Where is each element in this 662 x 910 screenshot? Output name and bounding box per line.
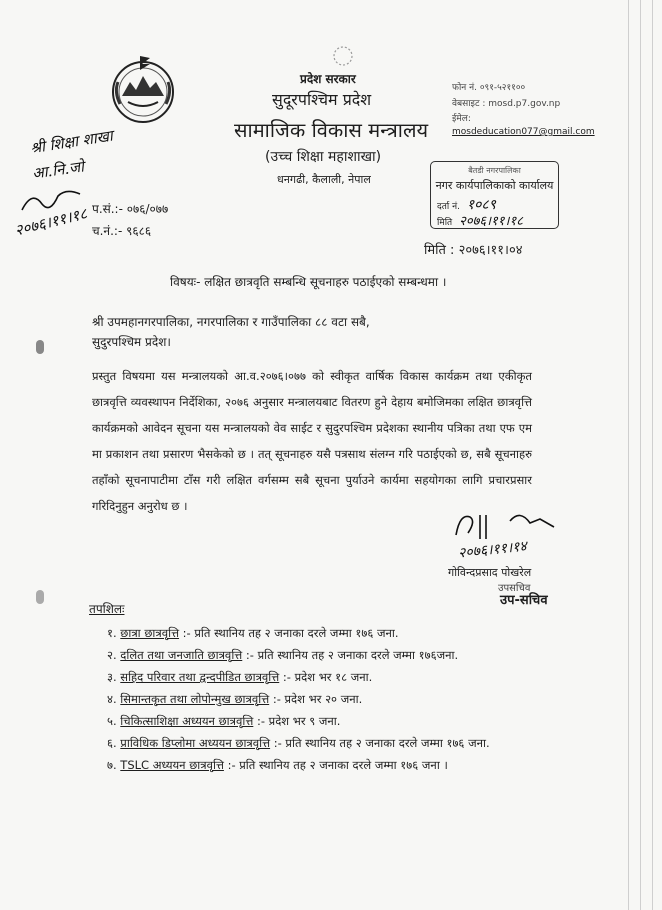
handwritten-scribble-icon: [20, 186, 84, 216]
item-number: १.: [107, 626, 117, 640]
letter-date: मिति : २०७६।११।०४: [424, 243, 523, 258]
scholarship-detail: :- प्रदेश भर १८ जना.: [279, 670, 373, 684]
letter-subject: विषयः- लक्षित छात्रवृति सम्बन्धि सूचनाहरु पठाईएको सम्बन्धमा ।: [170, 275, 447, 289]
nepal-emblem-icon: [110, 52, 176, 126]
province-label: सुदूरपश्चिम प्रदेश: [272, 90, 372, 109]
scholarship-detail: :- प्रति स्थानिय तह २ जनाका दरले जम्मा १७६जना.: [242, 648, 459, 662]
page-edge-line: [640, 0, 641, 910]
scholarship-name: छात्रा छात्रवृत्ति: [120, 626, 180, 640]
patra-sankhya: प.सं.:- ०७६/०७७: [92, 202, 169, 216]
list-item: [107, 688, 547, 710]
ministry-title: सामाजिक विकास मन्त्रालय: [234, 118, 429, 142]
handwritten-note-line1: श्री शिक्षा शाखा: [29, 126, 114, 158]
scholarship-name: TSLC अध्ययन छात्रवृत्ति: [120, 758, 224, 772]
item-number: ७.: [107, 758, 117, 772]
item-number: २.: [107, 648, 117, 662]
item-number: ५.: [107, 714, 117, 728]
item-number: ४.: [107, 692, 117, 706]
list-item: [107, 622, 547, 644]
list-item: [107, 666, 547, 688]
scholarship-name: सहिद परिवार तथा द्वन्दपीडित छात्रवृत्ति: [120, 670, 280, 684]
scholarship-name: दलित तथा जनजाति छात्रवृत्ति: [120, 648, 243, 662]
scholarship-name: चिकित्साशिक्षा अध्ययन छात्रवृत्ति: [120, 714, 254, 728]
letter-body: प्रस्तुत विषयमा यस मन्त्रालयको आ.व.२०७६।०७७ को स्वीकृत वार्षिक विकास कार्यक्रम तथा एकीकृत छात्रवृत्ति व्यवस्थापन निर्देशिका, २०७६ अनुसार मन्त्रालयबाट वितरण हुने देहाय बमोजिमका लक्षित छात्रवृत्ति कार्यक्रमको आवेदन सूचना यस मन्त्रालयको वेव साईट र सुदुरपश्चिम प्रदेशका स्थानीय पत्रिका तथा एफ एम मा प्रकाशन तथा प्रसारण भैसकेको छ । तत् सूचनाहरु यसै पत्रसाथ संलग्न गरि पठाईएको छ, सबै सूचनाहरु तहाँको सूचनापाटीमा टाँस गरी लक्षित वर्गसम्म सबै सूचना पुर्याउने कार्यमा सहयोगका लागि प्रचारप्रसार गरिदिनुहुन अनुरोध छ ।: [92, 369, 532, 513]
page-edge-line: [628, 0, 629, 910]
page-edge-line: [652, 0, 653, 910]
email-link[interactable]: mosdeducation077@gmail.com: [452, 127, 595, 137]
scholarship-detail: :- प्रति स्थानिय तह २ जनाका दरले जम्मा १७६ जना.: [270, 736, 490, 750]
government-label: प्रदेश सरकार: [300, 72, 356, 86]
stamp-miti-row: [437, 211, 558, 229]
scholarship-detail: :- प्रति स्थानिय तह २ जनाका दरले जम्मा १७६ जना ।: [223, 758, 448, 772]
list-item: [107, 732, 547, 754]
recipient-line1: श्री उपमहानगरपालिका, नगरपालिका र गाउँपालिका ८८ वटा सबै,: [92, 315, 370, 329]
scholarship-detail: :- प्रदेश भर २० जना.: [269, 692, 363, 706]
scholarship-detail: :- प्रदेश भर ९ जना.: [253, 714, 341, 728]
address-label: धनगढी, कैलाली, नेपाल: [277, 173, 371, 186]
handwritten-note-line3: २०७६।११।१८: [12, 204, 89, 240]
scholarship-list: [107, 622, 547, 776]
handwritten-note-line2: आ.नि.जो: [31, 157, 86, 183]
scholarship-name: सिमान्तकृत तथा लोपोन्मुख छात्रवृत्ति: [120, 692, 270, 706]
stamp-darta-label: दर्ता नं.: [437, 202, 460, 212]
list-item: [107, 754, 547, 776]
scholarship-detail: :- प्रति स्थानिय तह २ जनाका दरले जम्मा १७६ जना.: [179, 626, 399, 640]
item-number: ६.: [107, 736, 117, 750]
signature-date: २०७६।११।१४: [457, 538, 528, 562]
faint-emblem-icon: [330, 44, 356, 68]
signatory-title-stamp: उप-सचिव: [500, 593, 548, 608]
email-label: ईमेल:: [452, 114, 471, 124]
hole-punch-mark: [36, 590, 44, 604]
signatory-title: उपसचिव: [498, 583, 531, 594]
hole-punch-mark: [36, 340, 44, 354]
item-number: ३.: [107, 670, 117, 684]
stamp-miti-value: २०७६।११।१८: [459, 214, 523, 229]
list-item: [107, 710, 547, 732]
division-label: (उच्च शिक्षा महाशाखा): [265, 149, 382, 165]
signatory-name: गोविन्दप्रसाद पोखरेल: [448, 566, 532, 579]
receiving-stamp: [430, 161, 559, 229]
recipient-line2: सुदुरपश्चिम प्रदेश।: [92, 335, 171, 349]
phone-text: फोन नं. ०९१-५२११००: [452, 83, 526, 93]
stamp-office: नगर कार्यपालिकाको कार्यालय: [435, 179, 554, 192]
stamp-municipality: बैतडी नगरपालिका: [468, 166, 521, 175]
stamp-darta-value: १०८९: [466, 197, 496, 213]
list-item: [107, 644, 547, 666]
stamp-miti-label: मिति: [437, 218, 453, 228]
website-text: वेबसाइट : mosd.p7.gov.np: [452, 99, 561, 109]
scholarship-name: प्राविधिक डिप्लोमा अध्ययन छात्रवृत्ति: [120, 736, 271, 750]
tapasil-heading: तपशिलः: [89, 602, 125, 616]
chalani-number: च.नं.:- ९६८६: [92, 224, 152, 238]
